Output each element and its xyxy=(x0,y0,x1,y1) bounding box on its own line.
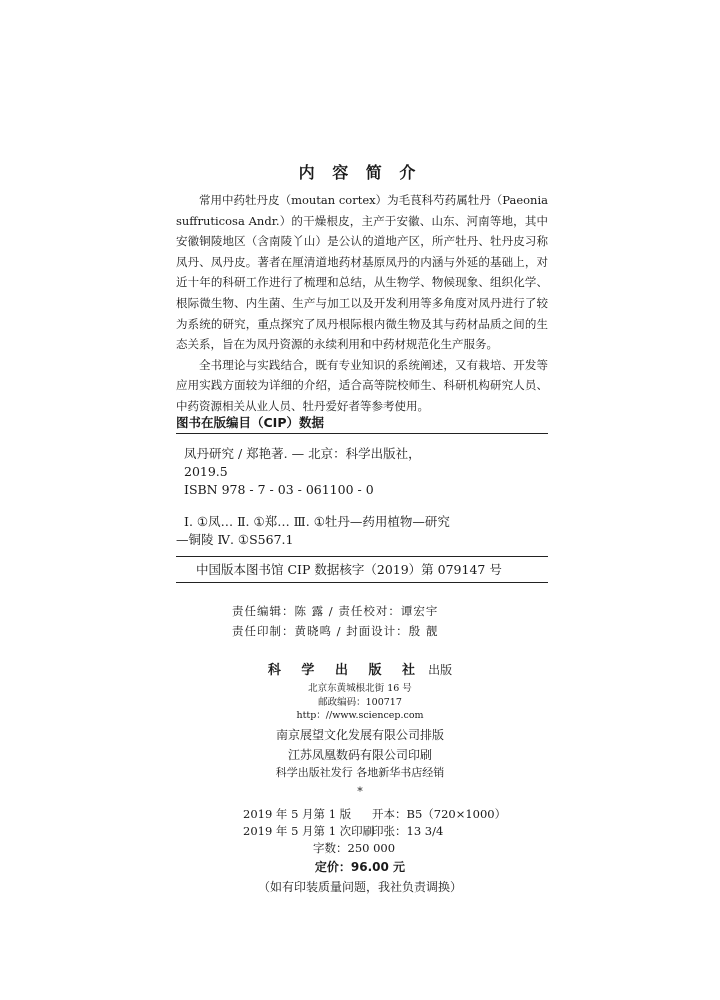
publisher-address: 北京东黄城根北街 16 号 xyxy=(308,683,412,694)
editor-credits: 责任编辑：陈 露 / 责任校对：谭宏宇 xyxy=(232,604,439,618)
cip-classification-cont: —铜陵 Ⅳ. ①S567.1 xyxy=(176,532,294,547)
printer: 江苏凤凰数码有限公司印刷 xyxy=(287,748,432,762)
format-line: 开本：B5（720×1000） xyxy=(372,807,507,821)
word-count: 字数：250 000 xyxy=(313,841,396,855)
cip-isbn: ISBN 978 - 7 - 03 - 061100 - 0 xyxy=(184,482,374,497)
publisher-url: http：//www.sciencep.com xyxy=(296,710,424,721)
production-credits: 责任印制：黄晓鸣 / 封面设计：殷 靓 xyxy=(232,624,439,638)
printing-line: 2019 年 5 月第 1 次印刷 xyxy=(243,824,375,838)
cip-divider xyxy=(176,582,548,583)
summary-paragraph: 全书理论与实践结合，既有专业知识的系统阐述，又有栽培、开发等应用实践方面较为详细的介绍，适合高等院校师生、科研机构研究人员、中药资源相关从业人员、牡丹爱好者等参考使用。 xyxy=(176,357,548,413)
cip-title-line: 凤丹研究 / 郑艳著. — 北京：科学出版社， xyxy=(184,446,421,461)
price: 定价：96.00 元 xyxy=(314,860,406,874)
publisher-logo: 科 学 出 版 社 xyxy=(267,663,423,678)
edition-line: 2019 年 5 月第 1 版 xyxy=(243,807,352,821)
cip-divider xyxy=(176,556,548,557)
publisher-line xyxy=(0,659,720,678)
separator-star: * xyxy=(357,785,363,798)
cip-core-number: 中国版本图书馆 CIP 数据核字（2019）第 079147 号 xyxy=(196,562,502,577)
cip-classification: Ⅰ. ①凤… Ⅱ. ①郑… Ⅲ. ①牡丹—药用植物—研究 xyxy=(184,514,450,529)
publisher-suffix: 出版 xyxy=(428,663,453,677)
quality-note: （如有印装质量问题，我社负责调换） xyxy=(257,880,462,894)
distribution: 科学出版社发行 各地新华书店经销 xyxy=(275,766,445,779)
typesetter: 南京展望文化发展有限公司排版 xyxy=(275,728,444,742)
summary-text xyxy=(176,190,548,417)
page-title: 内 容 简 介 xyxy=(298,163,422,182)
cip-header: 图书在版编目（CIP）数据 xyxy=(176,415,324,430)
sheets-line: 印张：13 3/4 xyxy=(372,824,444,838)
cip-divider xyxy=(176,433,548,434)
cip-year-line: 2019.5 xyxy=(184,464,228,479)
publisher-postcode: 邮政编码：100717 xyxy=(318,697,402,708)
summary-paragraph: 常用中药牡丹皮（moutan cortex）为毛茛科芍药属牡丹（Paeonia suffruticosa Andr.）的干燥根皮，主产于安徽、山东、河南等地，其中安徽铜陵地区（含南陵丫山）是公认的道地产区，所产牡丹、牡丹皮习称凤丹、凤丹皮。著者在厘清道地药材基原凤丹的内涵与外延的基础上，对近十年的科研工作进行了梳理和总结，从生物学、物候现象、组织化学、根际微生物、内生菌、生产与加工以及开发利用等多角度对凤丹进行了较为系统的研究，重点探究了凤丹根际根内微生物及其与药材品质之间的生态关系，旨在为凤丹资源的永续利用和中药材规范化生产服务。 xyxy=(176,193,548,352)
